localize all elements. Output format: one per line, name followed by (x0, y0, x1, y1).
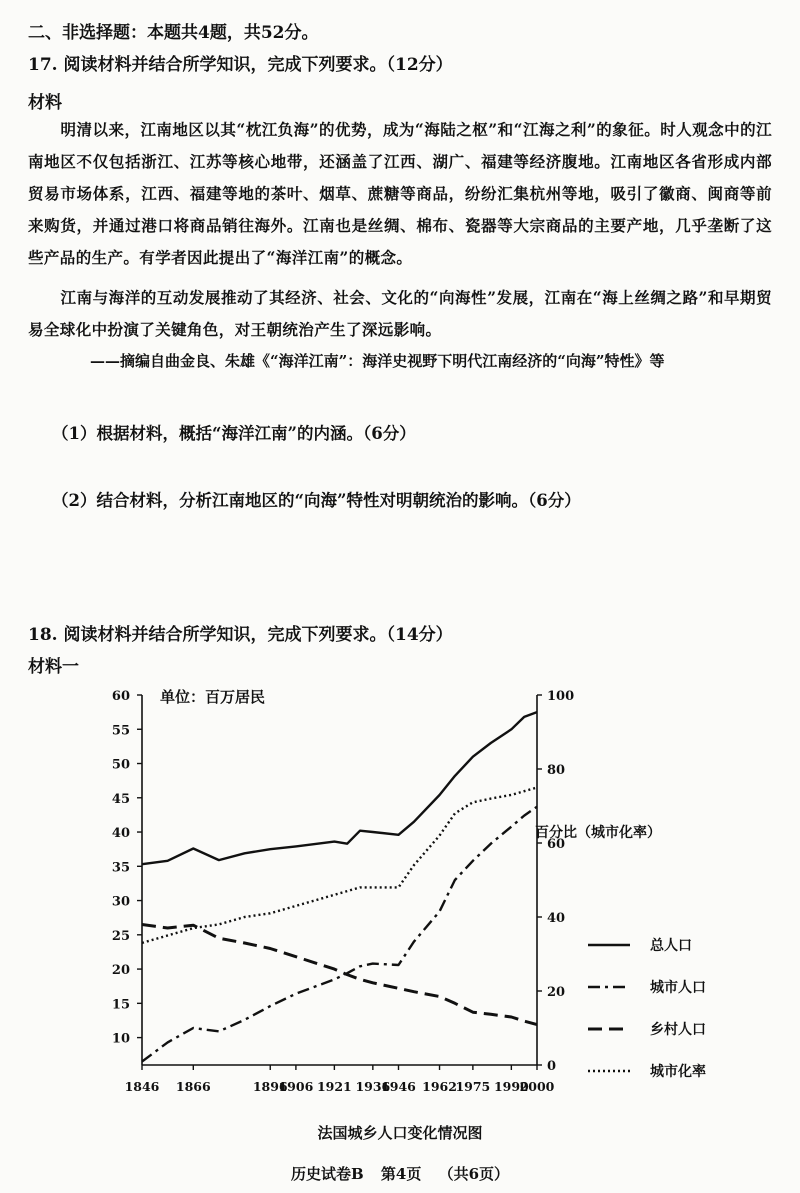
x-tick-label: 1866 (175, 1079, 211, 1094)
left-tick-label: 25 (111, 928, 130, 944)
series-line-3 (142, 925, 537, 1025)
footer-page-number: 第4页 (380, 1165, 422, 1183)
right-tick-label: 80 (547, 763, 566, 778)
question-18-title: 18. 阅读材料并结合所学知识，完成下列要求。（14分） (28, 625, 453, 645)
footer-paper-name: 历史试卷B (290, 1165, 364, 1183)
left-tick-label: 15 (111, 997, 130, 1013)
material-source: ——摘编自曲金良、朱雄《“海洋江南”：海洋史视野下明代江南经济的“向海”特性》等 (90, 352, 665, 370)
right-tick-label: 100 (547, 689, 575, 704)
material-label-18: 材料一 (28, 657, 79, 677)
x-tick-label: 1896 (252, 1079, 288, 1094)
left-tick-label: 30 (111, 894, 130, 910)
series-line-2 (142, 807, 537, 1062)
x-tick-label: 1906 (278, 1079, 314, 1094)
sub-question-1: （1）根据材料，概括“海洋江南”的内涵。（6分） (52, 424, 416, 443)
section-title: 二、非选择题：本题共4题，共52分。 (28, 23, 319, 43)
chart-title: 法国城乡人口变化情况图 (317, 1124, 483, 1142)
right-axis-label: 百分比（城市化率） (535, 825, 661, 841)
x-tick-label: 1921 (316, 1079, 352, 1094)
left-tick-label: 40 (111, 826, 130, 842)
legend-label-2: 城市人口 (650, 980, 706, 996)
left-axis-label: 单位：百万居民 (160, 688, 266, 706)
left-tick-label: 20 (111, 963, 130, 979)
series-line-4 (142, 788, 537, 943)
legend-label-4: 城市化率 (650, 1064, 706, 1080)
sub-question-2: （2）结合材料，分析江南地区的“向海”特性对明朝统治的影响。（6分） (52, 491, 581, 510)
x-tick-label: 2000 (519, 1079, 555, 1094)
material-label-17: 材料 (28, 93, 62, 113)
right-tick-label: 0 (547, 1059, 557, 1074)
x-tick-label: 1946 (381, 1079, 416, 1094)
footer-total-pages: （共6页） (438, 1165, 510, 1183)
left-tick-label: 50 (111, 757, 130, 773)
legend-label-3: 乡村人口 (650, 1022, 706, 1038)
series-line-1 (142, 712, 537, 864)
population-chart (0, 680, 800, 1110)
x-tick-label: 1846 (124, 1079, 160, 1094)
right-tick-label: 20 (547, 985, 566, 1000)
right-tick-label: 60 (547, 837, 566, 852)
x-tick-label: 1990 (493, 1079, 529, 1094)
legend-label-1: 总人口 (650, 938, 692, 954)
left-tick-label: 45 (111, 791, 130, 807)
left-tick-label: 35 (111, 860, 130, 876)
material-paragraph-1: 明清以来，江南地区以其“枕江负海”的优势，成为“海陆之枢”和“江海之利”的象征。时人观念中的江南地区不仅包括浙江、江苏等核心地带，还涵盖了江西、湖广、福建等经济腹地。江南地区各省形成内部贸易市场体系，江西、福建等地的茶叶、烟草、蔗糖等商品，纷纷汇集杭州等地，吸引了徽商、闽商等前来购货，并通过港口将商品销往海外。江南也是丝绸、棉布、瓷器等大宗商品的主要产地，几乎垄断了这些产品的生产。有学者因此提出了“海洋江南”的概念。 (28, 120, 772, 267)
x-tick-label: 1962 (422, 1079, 457, 1094)
left-tick-label: 55 (111, 723, 130, 739)
x-tick-label: 1936 (355, 1079, 391, 1094)
left-tick-label: 10 (111, 1031, 130, 1047)
left-tick-label: 60 (111, 689, 130, 704)
material-paragraph-2: 江南与海洋的互动发展推动了其经济、社会、文化的“向海性”发展，江南在“海上丝绸之路”和早期贸易全球化中扮演了关键角色，对王朝统治产生了深远影响。 (28, 288, 772, 339)
question-17-title: 17. 阅读材料并结合所学知识，完成下列要求。（12分） (28, 55, 453, 75)
right-tick-label: 40 (547, 911, 566, 926)
x-tick-label: 1975 (455, 1079, 491, 1094)
page-footer (0, 1163, 800, 1184)
